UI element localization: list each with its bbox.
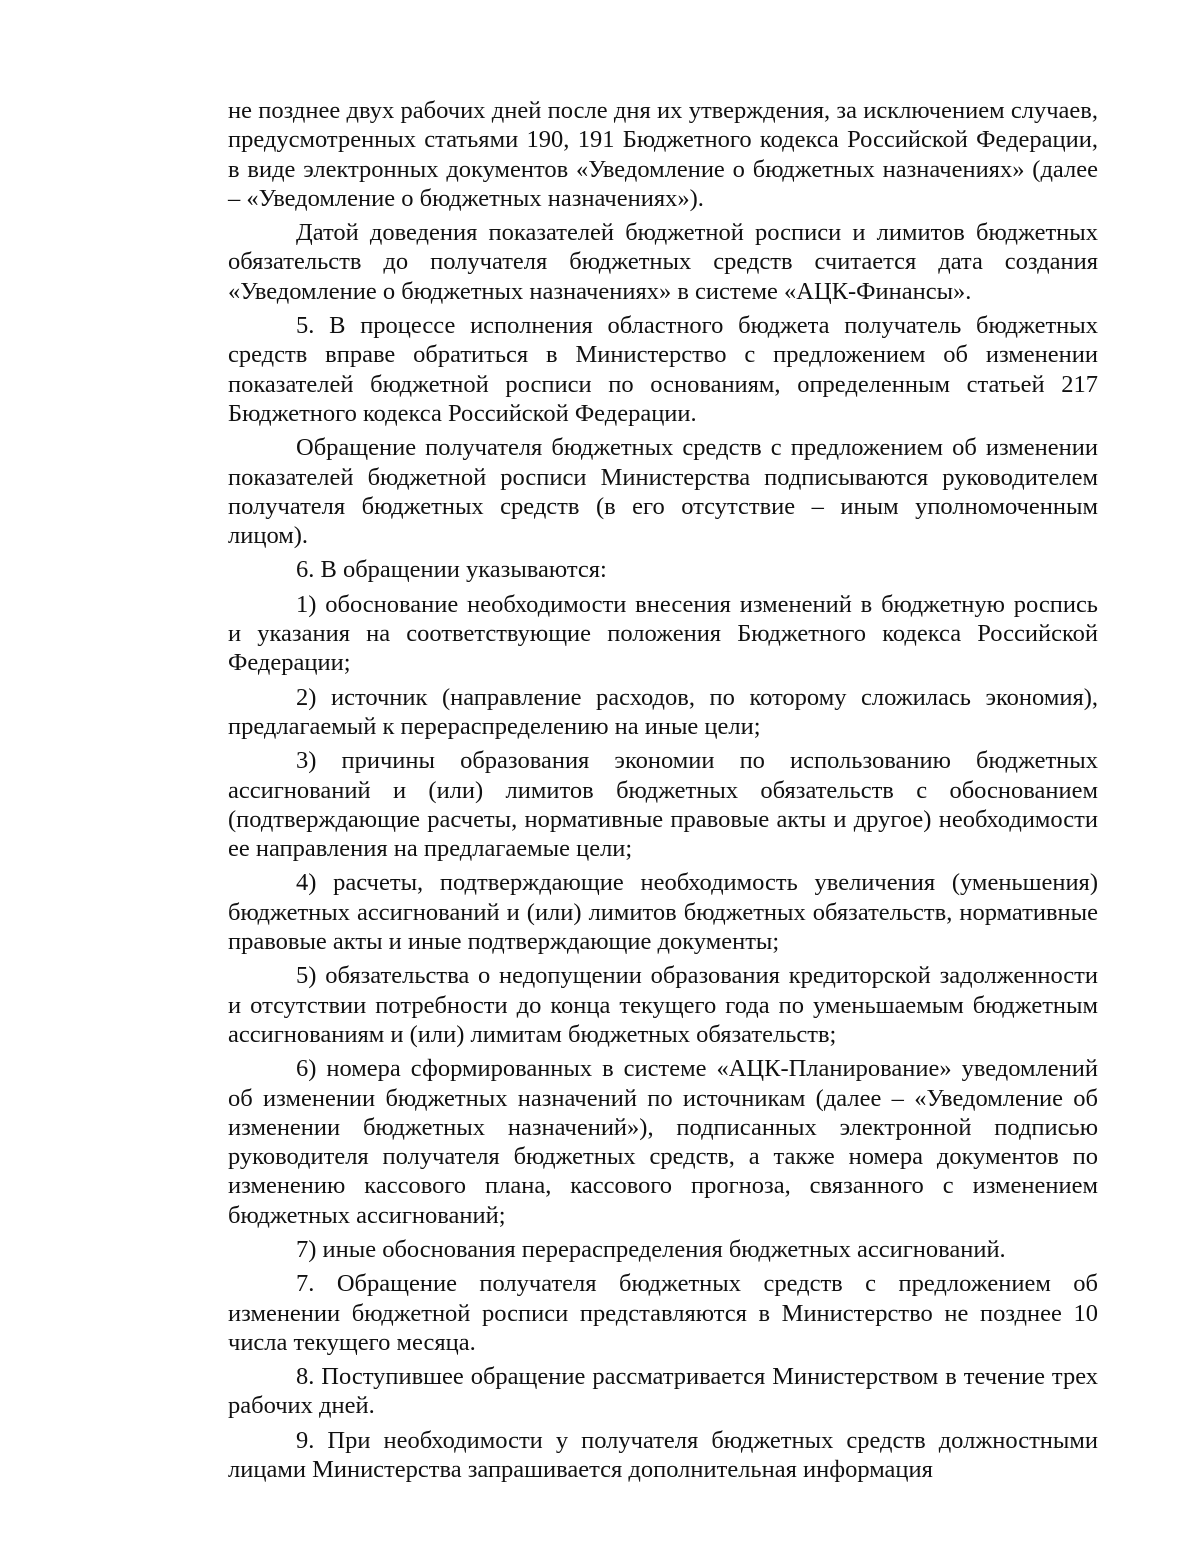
- list-item-2: 2) источник (направление расходов, по которому сложилась экономия), предлагаемый к перераспределению на иные цели;: [228, 683, 1098, 740]
- list-item-5: 5) обязательства о недопущении образования кредиторской задолженности и отсутствии потребности до конца текущего года по уменьшаемым бюджетным ассигнованиям и (или) лимитам бюджетных обязательств;: [228, 962, 1098, 1048]
- list-item-7: 7) иные обоснования перераспределения бюджетных ассигнований.: [296, 1235, 1006, 1263]
- document-body: [228, 96, 1098, 1484]
- paragraph-delivery-date: Датой доведения показателей бюджетной росписи и лимитов бюджетных обязательств до получателя бюджетных средств считается дата создания «Уведомление о бюджетных назначениях» в системе «АЦК-Финансы».: [228, 219, 1098, 305]
- paragraph-item-5: 5. В процессе исполнения областного бюджета получатель бюджетных средств вправе обратиться в Министерство с предложением об изменении показателей бюджетной росписи по основаниям, определенным статьей 217 Бюджетного кодекса Российской Федерации.: [228, 312, 1098, 427]
- list-item-6: 6) номера сформированных в системе «АЦК-Планирование» уведомлений об изменении бюджетных назначений по источникам (далее – «Уведомление об изменении бюджетных назначений»), подписанных электронной подписью руководителя получателя бюджетных средств, а также номера документов по изменению кассового плана, кассового прогноза, связанного с изменением бюджетных ассигнований;: [228, 1055, 1098, 1229]
- list-item-3: 3) причины образования экономии по использованию бюджетных ассигнований и (или) лимитов бюджетных обязательств с обоснованием (подтверждающие расчеты, нормативные правовые акты и другое) необходимости ее направления на предлагаемые цели;: [228, 747, 1098, 863]
- paragraph-item-9: 9. При необходимости у получателя бюджетных средств должностными лицами Министерства запрашивается дополнительная информация: [228, 1426, 1098, 1484]
- list-item-4: 4) расчеты, подтверждающие необходимость увеличения (уменьшения) бюджетных ассигнований и (или) лимитов бюджетных обязательств, нормативные правовые акты и иные подтверждающие документы;: [228, 869, 1098, 956]
- paragraph-request-signing: Обращение получателя бюджетных средств с предложением об изменении показателей бюджетной росписи Министерства подписываются руководителем получателя бюджетных средств (в его отсутствие – иным уполномоченным лицом).: [228, 434, 1098, 550]
- paragraph-item-7: 7. Обращение получателя бюджетных средств с предложением об изменении бюджетной росписи представляются в Министерство не позднее 10 числа текущего месяца.: [228, 1270, 1098, 1356]
- paragraph-item-6: 6. В обращении указываются:: [296, 556, 607, 584]
- paragraph-item-8: 8. Поступившее обращение рассматривается Министерством в течение трех рабочих дней.: [228, 1363, 1098, 1420]
- list-item-1: 1) обоснование необходимости внесения изменений в бюджетную роспись и указания на соответствующие положения Бюджетного кодекса Российской Федерации;: [228, 590, 1098, 677]
- paragraph-continuation: не позднее двух рабочих дней после дня их утверждения, за исключением случаев, предусмотренных статьями 190, 191 Бюджетного кодекса Российской Федерации, в виде электронных документов «Уведомление о бюджетных назначениях» (далее – «Уведомление о бюджетных назначениях»).: [228, 97, 1098, 212]
